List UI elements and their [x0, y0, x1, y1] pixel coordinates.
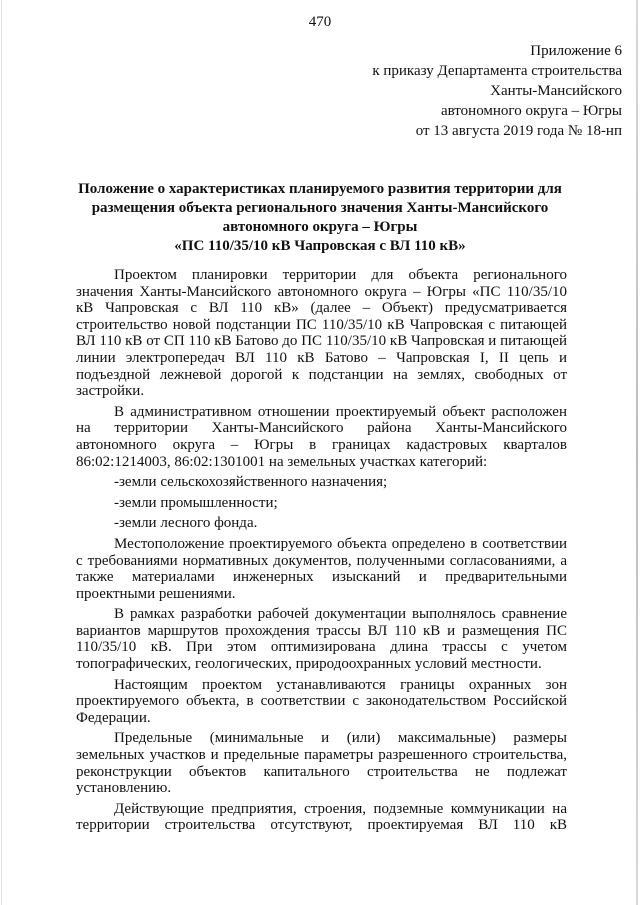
paragraph-line: с требованиями нормативных документов, полученными согласованиями, а — [76, 552, 567, 569]
paragraph-line: Действующие предприятия, строения, подземные коммуникации на — [114, 800, 567, 817]
paragraph-line: кВ Чапровская с ВЛ 110 кВ» (далее – Объект) предусматривается — [76, 300, 567, 317]
title-line: автономного округа – Югры — [222, 219, 418, 235]
paragraph-line: установлению. — [76, 780, 172, 797]
paragraph-line: В рамках разработки рабочей документации выполнялось сравнение — [114, 606, 567, 623]
paragraph-line: реконструкции объектов капитального строительства не подлежат — [76, 763, 567, 780]
paragraph-line: на территории Ханты-Мансийского района Ханты-Мансийского — [76, 420, 567, 437]
title-line: Положение о характеристиках планируемого развития территории для — [78, 181, 562, 197]
paragraph-line: 86:02:1214003, 86:02:1301001 на земельных участках категорий: — [76, 453, 488, 470]
paragraph-project-description — [76, 267, 567, 400]
paragraph-line: В административном отношении проектируемый объект расположен — [114, 403, 567, 420]
paragraph-line: Настоящим проектом устанавливаются границы охранных зон — [114, 676, 567, 693]
paragraph-line: подъездной лежневой дорогой к подстанции на землях, свободных от — [76, 366, 567, 383]
paragraph-line: территории строительства отсутствуют, проектируемая ВЛ 110 кВ — [76, 817, 567, 834]
paragraph-line: проектными решениями. — [76, 585, 236, 602]
appendix-line: к приказу Департамента строительства — [372, 63, 622, 79]
land-category-item: -земли сельскохозяйственного назначения; — [114, 474, 388, 491]
paragraph-administrative-location — [76, 404, 567, 470]
paragraph-location-determination — [76, 536, 567, 602]
title-line: «ПС 110/35/10 кВ Чапровская с ВЛ 110 кВ» — [174, 238, 466, 254]
paragraph-line: проектируемого объекта, в соответствии с законодательством Российской — [76, 693, 567, 710]
paragraph-line: ВЛ 110 кВ от СП 110 кВ Батово до ПС 110/35/10 кВ Чапровская и питающей — [76, 333, 567, 350]
paragraph-line: вариантов маршрутов прохождения трассы ВЛ 110 кВ и размещения ПС — [76, 622, 567, 639]
paragraph-line: значения Ханты-Мансийского автономного округа – Югры «ПС 110/35/10 — [76, 283, 567, 300]
paragraph-line: автономного округа – Югры в границах кадастровых кварталов — [76, 436, 567, 453]
appendix-line: Приложение 6 — [530, 43, 622, 59]
paragraph-line: линии электропередач ВЛ 110 кВ Батово – Чапровская I, II цепь и — [76, 349, 567, 366]
scan-edge-right — [636, 0, 638, 905]
paragraph-line: застройки. — [76, 383, 145, 400]
appendix-line: от 13 августа 2019 года № 18-нп — [415, 123, 622, 139]
appendix-block — [372, 41, 622, 141]
appendix-line: автономного округа – Югры — [440, 103, 622, 119]
paragraph-line: Федерации. — [76, 709, 151, 726]
paragraph-line: 110/35/10 кВ. При этом оптимизирована длина трассы с учетом — [76, 639, 567, 656]
paragraph-line: Предельные (минимальные и (или) максимальные) размеры — [114, 730, 567, 747]
paragraph-route-comparison — [76, 606, 567, 672]
paragraph-line: топографических, геологических, природоохранных условий местности. — [76, 656, 542, 673]
page-number: 470 — [308, 14, 332, 30]
document-body — [76, 267, 567, 838]
title-line: размещения объекта регионального значения Ханты-Мансийского — [91, 200, 549, 216]
appendix-line: Ханты-Мансийского — [490, 83, 622, 99]
paragraph-line: земельных участков и предельные параметры разрешенного строительства, — [76, 747, 567, 764]
land-category-item: -земли промышленности; — [114, 494, 278, 511]
paragraph-line: также материалами инженерных изысканий и предварительными — [76, 569, 567, 586]
paragraph-line: Проектом планировки территории для объекта регионального — [114, 267, 567, 283]
paragraph-line: строительство новой подстанции ПС 110/35/10 кВ Чапровская с питающей — [76, 316, 567, 333]
paragraph-protection-zones — [76, 677, 567, 727]
scan-edge-left — [1, 0, 2, 905]
paragraph-existing-facilities — [76, 801, 567, 834]
paragraph-line: Местоположение проектируемого объекта определено в соответствии — [114, 535, 567, 552]
land-category-item: -земли лесного фонда. — [114, 515, 258, 532]
document-title — [60, 180, 580, 256]
paragraph-limit-parameters — [76, 730, 567, 796]
